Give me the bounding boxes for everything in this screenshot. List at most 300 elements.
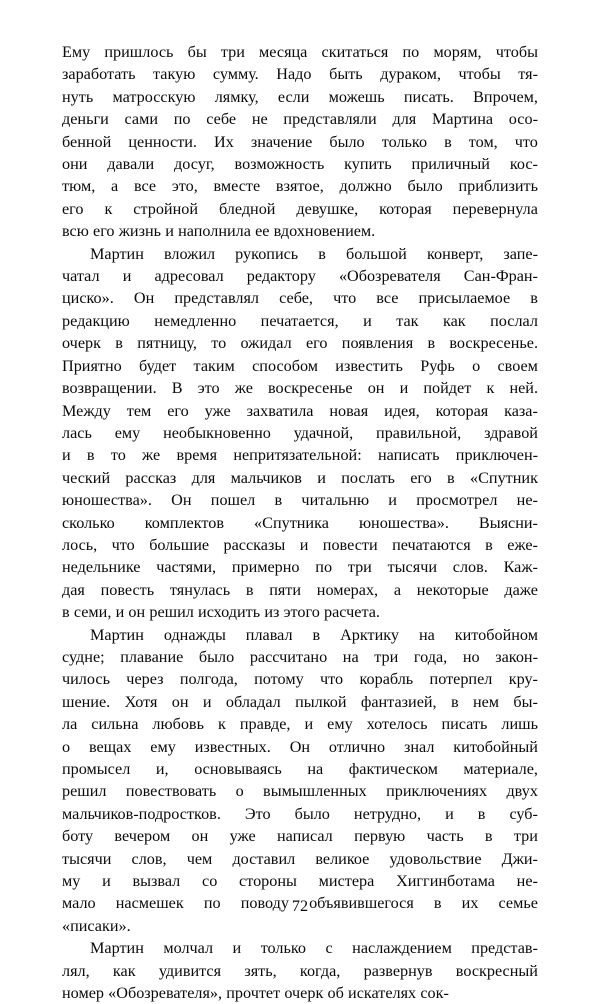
text-line [62, 377, 538, 399]
word: номерах, [316, 580, 379, 599]
word: китобойном [454, 625, 538, 644]
text-line [62, 848, 538, 870]
word: тя- [518, 65, 538, 84]
text-line [62, 220, 538, 242]
word: себе, [279, 289, 313, 308]
word: в [444, 132, 452, 151]
word: его [93, 222, 115, 241]
word: «писаки». [62, 916, 131, 935]
word: В [171, 379, 183, 398]
text-line [62, 467, 538, 489]
text-line [62, 400, 538, 422]
word: деньги [62, 110, 109, 129]
word: появления [341, 334, 414, 353]
word: Руфь [420, 356, 455, 375]
word: как [112, 961, 136, 980]
word: когда, [299, 961, 341, 980]
word: Хиггинботама [396, 872, 495, 891]
word: и, [155, 760, 169, 778]
word: чтобы [495, 43, 538, 61]
word: по [203, 894, 221, 913]
text-line [62, 41, 538, 63]
word: немедленно [154, 311, 237, 330]
word: молчал [163, 939, 214, 958]
word: адресовал [154, 267, 224, 286]
word: потерпел [429, 670, 493, 689]
word: удачной, [293, 423, 354, 442]
text-line [62, 825, 538, 847]
word: вызвал [132, 872, 181, 891]
word: бенной [62, 132, 112, 151]
word: примерно [231, 558, 300, 577]
word: вместе [213, 177, 261, 196]
word: матросскую [112, 87, 196, 106]
word: Мартин [90, 244, 144, 263]
word: насмешек [115, 894, 184, 913]
word: ему [150, 737, 176, 756]
text-line [62, 63, 538, 85]
word: и [115, 603, 125, 622]
word: полгода, [179, 670, 238, 689]
word: для [392, 110, 417, 129]
word: поводу [240, 894, 289, 913]
text-line [62, 489, 538, 511]
word: было [407, 177, 443, 196]
word: материале, [463, 760, 538, 778]
word: му [62, 872, 81, 891]
word: если [277, 87, 310, 106]
word: и [122, 267, 132, 286]
word: «Обозревателя», [108, 984, 223, 1003]
word: ценности. [128, 132, 197, 151]
word: стройной [133, 199, 198, 218]
word: так [396, 311, 419, 330]
word: сколько [62, 513, 115, 532]
word: морям, [433, 43, 482, 61]
word: нетрудно, [353, 804, 422, 823]
word: вымышленных [263, 782, 367, 801]
text-line [62, 624, 538, 646]
word: здравой [484, 423, 538, 442]
word: значение [250, 132, 313, 151]
word: корабль [359, 670, 414, 689]
word: и [388, 491, 397, 510]
word: ла [62, 715, 78, 734]
word: он [191, 827, 209, 846]
word: жизнь [118, 222, 162, 241]
text-line [62, 332, 538, 354]
word: такую [153, 65, 196, 84]
word: чем [186, 849, 213, 868]
word: и [304, 715, 314, 734]
word: в [312, 625, 321, 644]
word: приличный [411, 155, 490, 174]
word: Приятно [62, 356, 122, 375]
text-line [62, 243, 538, 265]
word: что [514, 132, 538, 151]
word: воскресенье. [449, 334, 538, 353]
word: Сан-Фран- [463, 267, 538, 286]
word: и [317, 468, 326, 487]
text-line [62, 512, 538, 534]
word: они [62, 155, 88, 174]
word: что [333, 289, 357, 308]
word: приключениях [386, 782, 488, 801]
word: Выясни- [478, 513, 538, 532]
word: обладал [225, 692, 281, 711]
word: в [484, 827, 493, 846]
word: этого [283, 603, 320, 622]
word: что [111, 535, 135, 554]
word: на [342, 647, 359, 666]
word: в [86, 446, 95, 465]
word: и [165, 222, 174, 241]
page-text-block [62, 41, 538, 1004]
word: купить [344, 155, 392, 174]
word: великое [315, 849, 370, 868]
text-line [62, 355, 538, 377]
word: повести [322, 535, 378, 554]
word: китобойный [453, 737, 538, 756]
word: ожидал [240, 334, 292, 353]
word: можешь [328, 87, 385, 106]
word: об [327, 984, 344, 1003]
word: приключен- [455, 446, 538, 465]
word: было [294, 804, 330, 823]
word: фантазией, [360, 692, 437, 711]
word: мало [62, 894, 96, 913]
word: недельнике [62, 558, 141, 577]
word: любовь [152, 715, 204, 734]
word: объявившегося [309, 894, 414, 913]
word: Каж- [503, 558, 538, 577]
text-line [62, 153, 538, 175]
word: Их [214, 132, 234, 151]
word: решил [62, 782, 107, 801]
word: сок- [420, 984, 449, 1003]
word: в [485, 535, 493, 554]
word: часть [426, 827, 464, 846]
word: Арктику [340, 625, 400, 644]
word: написал [276, 827, 333, 846]
word: и [299, 535, 309, 554]
word: пятницу, [137, 334, 197, 353]
word: ческий [62, 468, 111, 487]
word: это [197, 379, 220, 398]
word: воскресенье [268, 379, 353, 398]
word: мистера [318, 872, 375, 891]
word: а [111, 177, 119, 196]
word: через [126, 670, 164, 689]
word: должно [339, 177, 392, 196]
word: он [171, 692, 189, 711]
word: Он [289, 737, 311, 756]
word: пошел [210, 491, 256, 510]
text-line [62, 780, 538, 802]
text-line [62, 198, 538, 220]
word: некоторые [416, 580, 489, 599]
word: вложил [163, 244, 216, 263]
word: представлял [174, 289, 260, 308]
word: на [418, 625, 435, 644]
word: на [307, 760, 324, 778]
word: Он [133, 289, 155, 308]
word: хотелось [366, 715, 428, 734]
word: возвращении. [62, 379, 157, 398]
word: тюм, [62, 177, 96, 196]
word: и [62, 446, 71, 465]
word: Это [244, 804, 271, 823]
text-line [62, 310, 538, 332]
word: редактору [246, 267, 316, 286]
word: из [264, 603, 280, 622]
word: девушке, [296, 199, 359, 218]
word: рукопись [235, 244, 299, 263]
word: которая [379, 199, 432, 218]
text-line [62, 668, 538, 690]
word: но [462, 647, 480, 666]
word: Он [171, 491, 192, 510]
word: он [128, 603, 146, 622]
word: конверт, [426, 244, 484, 263]
word: по [402, 43, 420, 61]
text-line [62, 444, 538, 466]
word: сильна [91, 715, 139, 734]
word: уже [204, 401, 231, 420]
word: отлично [328, 737, 386, 756]
word: Мартин [90, 625, 144, 644]
word: с [325, 939, 333, 958]
word: идея, [384, 401, 420, 420]
word: расчета. [324, 603, 380, 622]
word: все [376, 289, 399, 308]
word: всю [62, 222, 89, 241]
word: шение. [62, 692, 111, 711]
word: будет [139, 356, 177, 375]
text-line [62, 265, 538, 287]
word: Хотя [124, 692, 158, 711]
word: и [202, 692, 212, 711]
word: рассказ [125, 468, 177, 487]
text-line [62, 691, 538, 713]
word: то [110, 446, 126, 465]
word: чилось [62, 670, 110, 689]
word: слов. [452, 558, 488, 577]
word: исходить [198, 603, 261, 622]
text-line [62, 86, 538, 108]
word: даже [504, 580, 538, 599]
word: «Спутник [470, 468, 538, 487]
word: в [318, 244, 326, 263]
word: двух [506, 782, 538, 801]
word: основываясь [194, 760, 282, 778]
word: фактическом [348, 760, 438, 778]
word: номер [62, 984, 104, 1003]
word: возможность [234, 155, 325, 174]
word: кру- [508, 670, 538, 689]
word: плавание [120, 647, 184, 666]
word: его [305, 334, 328, 353]
text-line [62, 915, 538, 937]
word: правде, [239, 715, 291, 734]
word: слов, [131, 849, 167, 868]
word: решил [149, 603, 194, 622]
word: ней. [509, 379, 538, 398]
word: три [513, 827, 538, 846]
word: скитаться [321, 43, 389, 61]
word: их [461, 894, 479, 913]
word: досуг, [174, 155, 215, 174]
word: о [472, 356, 481, 375]
word: в [530, 289, 538, 308]
word: же [142, 446, 161, 465]
word: судне; [62, 647, 105, 666]
word: его [62, 199, 84, 218]
text-line [62, 108, 538, 130]
word: дураком, [380, 65, 441, 84]
word: рассказы [223, 535, 286, 554]
word: осо- [508, 110, 538, 129]
word: то [211, 334, 227, 353]
word: три [347, 558, 372, 577]
text-line [62, 579, 538, 601]
word: своем [497, 356, 538, 375]
word: частями, [156, 558, 217, 577]
word: взятое, [275, 177, 324, 196]
text-line [62, 758, 538, 780]
word: циско». [62, 289, 114, 308]
word: лось, [62, 535, 98, 554]
word: писать. [403, 87, 454, 106]
word: со [202, 872, 218, 891]
word: вещах [88, 737, 132, 756]
word: том, [468, 132, 498, 151]
word: вдохновением. [273, 222, 376, 241]
word: сами [124, 110, 159, 129]
word: в [115, 334, 123, 353]
word: знал [403, 737, 435, 756]
word: юношества». [62, 491, 152, 510]
word: как [442, 311, 466, 330]
word: по [315, 558, 333, 577]
word: в [450, 692, 459, 711]
word: заработать [62, 65, 136, 84]
word: правильной, [376, 423, 462, 442]
word: запе- [503, 244, 538, 263]
word: известных. [194, 737, 271, 756]
word: пришлось [104, 43, 174, 61]
word: печатаются [392, 535, 471, 554]
word: необыкновенно [163, 423, 271, 442]
text-line [62, 937, 538, 959]
word: плавал [245, 625, 293, 644]
word: повествовать [125, 782, 217, 801]
word: удовольствие [389, 849, 482, 868]
word: сумму. [212, 65, 259, 84]
word: написать [377, 446, 440, 465]
word: лишь [501, 715, 538, 734]
word: промысел [62, 760, 131, 778]
word: в [433, 894, 442, 913]
word: бледной [218, 199, 276, 218]
word: пойдет [423, 379, 472, 398]
word: Джи- [501, 849, 538, 868]
word: а [393, 580, 402, 599]
word: комплектов [144, 513, 224, 532]
word: Ему [62, 43, 91, 61]
text-line [62, 736, 538, 758]
word: ему [327, 715, 353, 734]
word: воскресный [455, 961, 538, 980]
word: тянулась [169, 580, 231, 599]
word: чтобы [458, 65, 501, 84]
text-line [62, 646, 538, 668]
word: лась [62, 423, 92, 442]
word: Между [62, 401, 111, 420]
word: ему [114, 423, 141, 442]
word: в [274, 491, 283, 510]
word: время [176, 446, 218, 465]
word: искателях [348, 984, 417, 1003]
word: лял, [62, 961, 90, 980]
word: очерк [62, 334, 101, 353]
word: стороны [239, 872, 297, 891]
word: тем [126, 401, 152, 420]
word: еже- [507, 535, 538, 554]
word: в [245, 580, 254, 599]
word: для [191, 468, 216, 487]
word: и [232, 939, 242, 958]
word: по [173, 110, 191, 129]
word: непритязательной: [233, 446, 362, 465]
word: способом [252, 356, 318, 375]
word: и [445, 804, 454, 823]
word: в [477, 804, 486, 823]
word: не- [516, 491, 538, 510]
word: прочтет [226, 984, 281, 1003]
word: большой [346, 244, 407, 263]
text-line [62, 556, 538, 578]
word: приблизить [458, 177, 538, 196]
word: в [447, 468, 455, 487]
word: и [102, 872, 111, 891]
word: представляли [283, 110, 377, 129]
word: давали [107, 155, 155, 174]
word: новая [329, 401, 369, 420]
word: себе [206, 110, 237, 129]
word: месяца [259, 43, 308, 61]
word: первую [354, 827, 406, 846]
word: только [260, 939, 307, 958]
word: большие [149, 535, 210, 554]
word: это, [171, 177, 198, 196]
text-line [62, 131, 538, 153]
word: мальчиков-подростков. [62, 804, 221, 823]
text-line [62, 422, 538, 444]
word: его [167, 401, 189, 420]
word: было [329, 132, 365, 151]
word: к [217, 715, 226, 734]
word: потому [254, 670, 304, 689]
word: удивится [158, 961, 222, 980]
word: однажды [163, 625, 226, 644]
word: развернув [363, 961, 433, 980]
word: боту [62, 827, 94, 846]
word: что [320, 670, 344, 689]
word: которая [435, 401, 489, 420]
word: в [62, 603, 70, 622]
word: присылаемое [418, 289, 511, 308]
